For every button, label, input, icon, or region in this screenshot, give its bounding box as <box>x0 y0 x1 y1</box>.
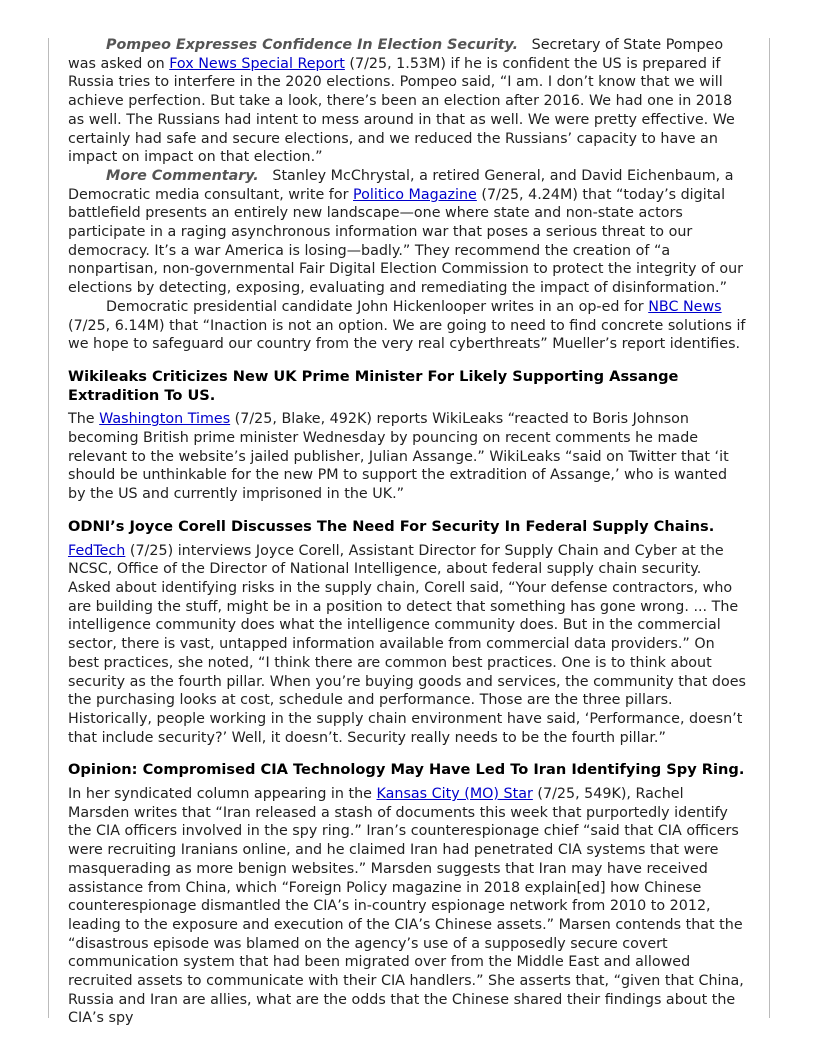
article-text: (7/25, 6.14M) that “Inaction is not an option. We are going to need to find concrete solutions if we hope to safeguard our country from the very real cyberthreats” Mueller’s report identifies. <box>68 317 746 353</box>
washington-times-link[interactable]: Washington Times <box>99 411 231 428</box>
article-text: (7/25, 549K), Rachel Marsden writes that “Iran released a stash of documents this week that purportedly identify the CIA officers involved in the spy ring.” Iran’s counterespionage chief “said that CIA officers were recruiting Iranians online, and he claimed Iran had penetrated CIA systems that were masquerading as more benign websites.” Marsden suggests that Iran may have received assistance from China, which “Foreign Policy magazine in 2018 explain[ed] how Chinese counterespionage dismantled the CIA’s in-country espionage network from 2010 to 2012, leading to the exposure and execution of the CIA’s Chinese assets.” Marsen contends that the “disastrous episode was blamed on the agency’s use of a supposedly secure covert communication system that had been migrated over from the Middle East and allowed recruited assets to communicate with their CIA handlers.” She asserts that, “given that China, Russia and Iran are allies, what are the odds that the Chinese shared their findings about the CIA’s spy <box>68 786 744 1027</box>
article-wikileaks <box>68 410 748 504</box>
article-text: (7/25, 4.24M) that “today’s digital battlefield presents an entirely new landscape—one where state and non-state actors participate in a raging asynchronous information war that poses a serious threat to our democracy. It’s a war America is losing—badly.” They recommend the creation of “a nonpartisan, non-governmental Fair Digital Election Commission to protect the integrity of our elections by detecting, exposing, evaluating and remediating the impact of disinformation.” <box>68 186 744 297</box>
article-text: The <box>68 411 100 428</box>
article-lead: Pompeo Expresses Confidence In Election Security. <box>106 37 518 53</box>
article-text: Secretary of State Pompeo was asked on <box>68 37 724 72</box>
fox-news-link[interactable]: Fox News Special Report <box>169 55 345 72</box>
heading-odni: ODNI’s Joyce Corell Discusses The Need For Security In Federal Supply Chains. <box>68 517 715 535</box>
article-hickenlooper <box>68 298 748 354</box>
article-pompeo <box>68 36 748 167</box>
article-text: (7/25, 1.53M) if he is confident the US is prepared if Russia tries to interfere in the 2020 elections. Pompeo said, “I am. I don’t know that we will achieve perfection. But take a look, there’s been an election after 2016. We had one in 2018 as well. The Russians had intent to mess around in that as well. We were pretty effective. We certainly had safe and secure elections, and we reduced the Russians’ capacity to have an impact on impact on that election.” <box>68 55 735 166</box>
article-text: Democratic presidential candidate John Hickenlooper writes in an op-ed for <box>106 298 649 315</box>
document-body <box>68 36 748 1028</box>
article-cia <box>68 785 748 1028</box>
article-lead: More Commentary. <box>106 167 259 184</box>
politico-link[interactable]: Politico Magazine <box>353 186 477 203</box>
heading-wikileaks: Wikileaks Criticizes New UK Prime Minister For Likely Supporting Assange Extradition To US. <box>68 367 679 404</box>
fedtech-link[interactable]: FedTech <box>68 542 126 559</box>
heading-cia: Opinion: Compromised CIA Technology May Have Led To Iran Identifying Spy Ring. <box>68 761 745 779</box>
article-more-commentary <box>68 167 748 298</box>
kansas-city-star-link[interactable]: Kansas City (MO) Star <box>376 786 533 803</box>
article-text: (7/25, Blake, 492K) reports WikiLeaks “reacted to Boris Johnson becoming British prime minister Wednesday by pouncing on recent comments he made relevant to the website’s jailed publisher, Julian Assange.” WikiLeaks “said on Twitter that ‘it should be unthinkable for the new PM to support the extradition of Assange,’ who is wanted by the US and currently imprisoned in the UK.” <box>68 411 729 503</box>
article-text: Stanley McChrystal, a retired General, and David Eichenbaum, a Democratic media consultant, write for <box>68 167 734 203</box>
nbc-news-link[interactable]: NBC News <box>648 298 722 315</box>
article-text: In her syndicated column appearing in the <box>68 786 377 803</box>
article-odni <box>68 542 748 748</box>
article-text: (7/25) interviews Joyce Corell, Assistant Director for Supply Chain and Cyber at the NCSC, Office of the Director of National Intelligence, about federal supply chain security. Asked about identifying risks in the supply chain, Corell said, “Your defense contractors, who are building the stuff, might be in a position to detect that something has gone wrong. ... The intelligence community does what the intelligence community does. But in the commercial sector, there is vast, untapped information available from commercial data providers.” On best practices, she noted, “I think there are common best practices. One is to think about security as the fourth pillar. When you’re buying goods and services, the community that does the purchasing looks at cost, schedule and performance. Those are the three pillars. Historically, people working in the supply chain environment have said, ‘Performance, doesn’t that include security?’ Well, it doesn’t. Security really needs to be the fourth pillar.” <box>68 542 746 746</box>
